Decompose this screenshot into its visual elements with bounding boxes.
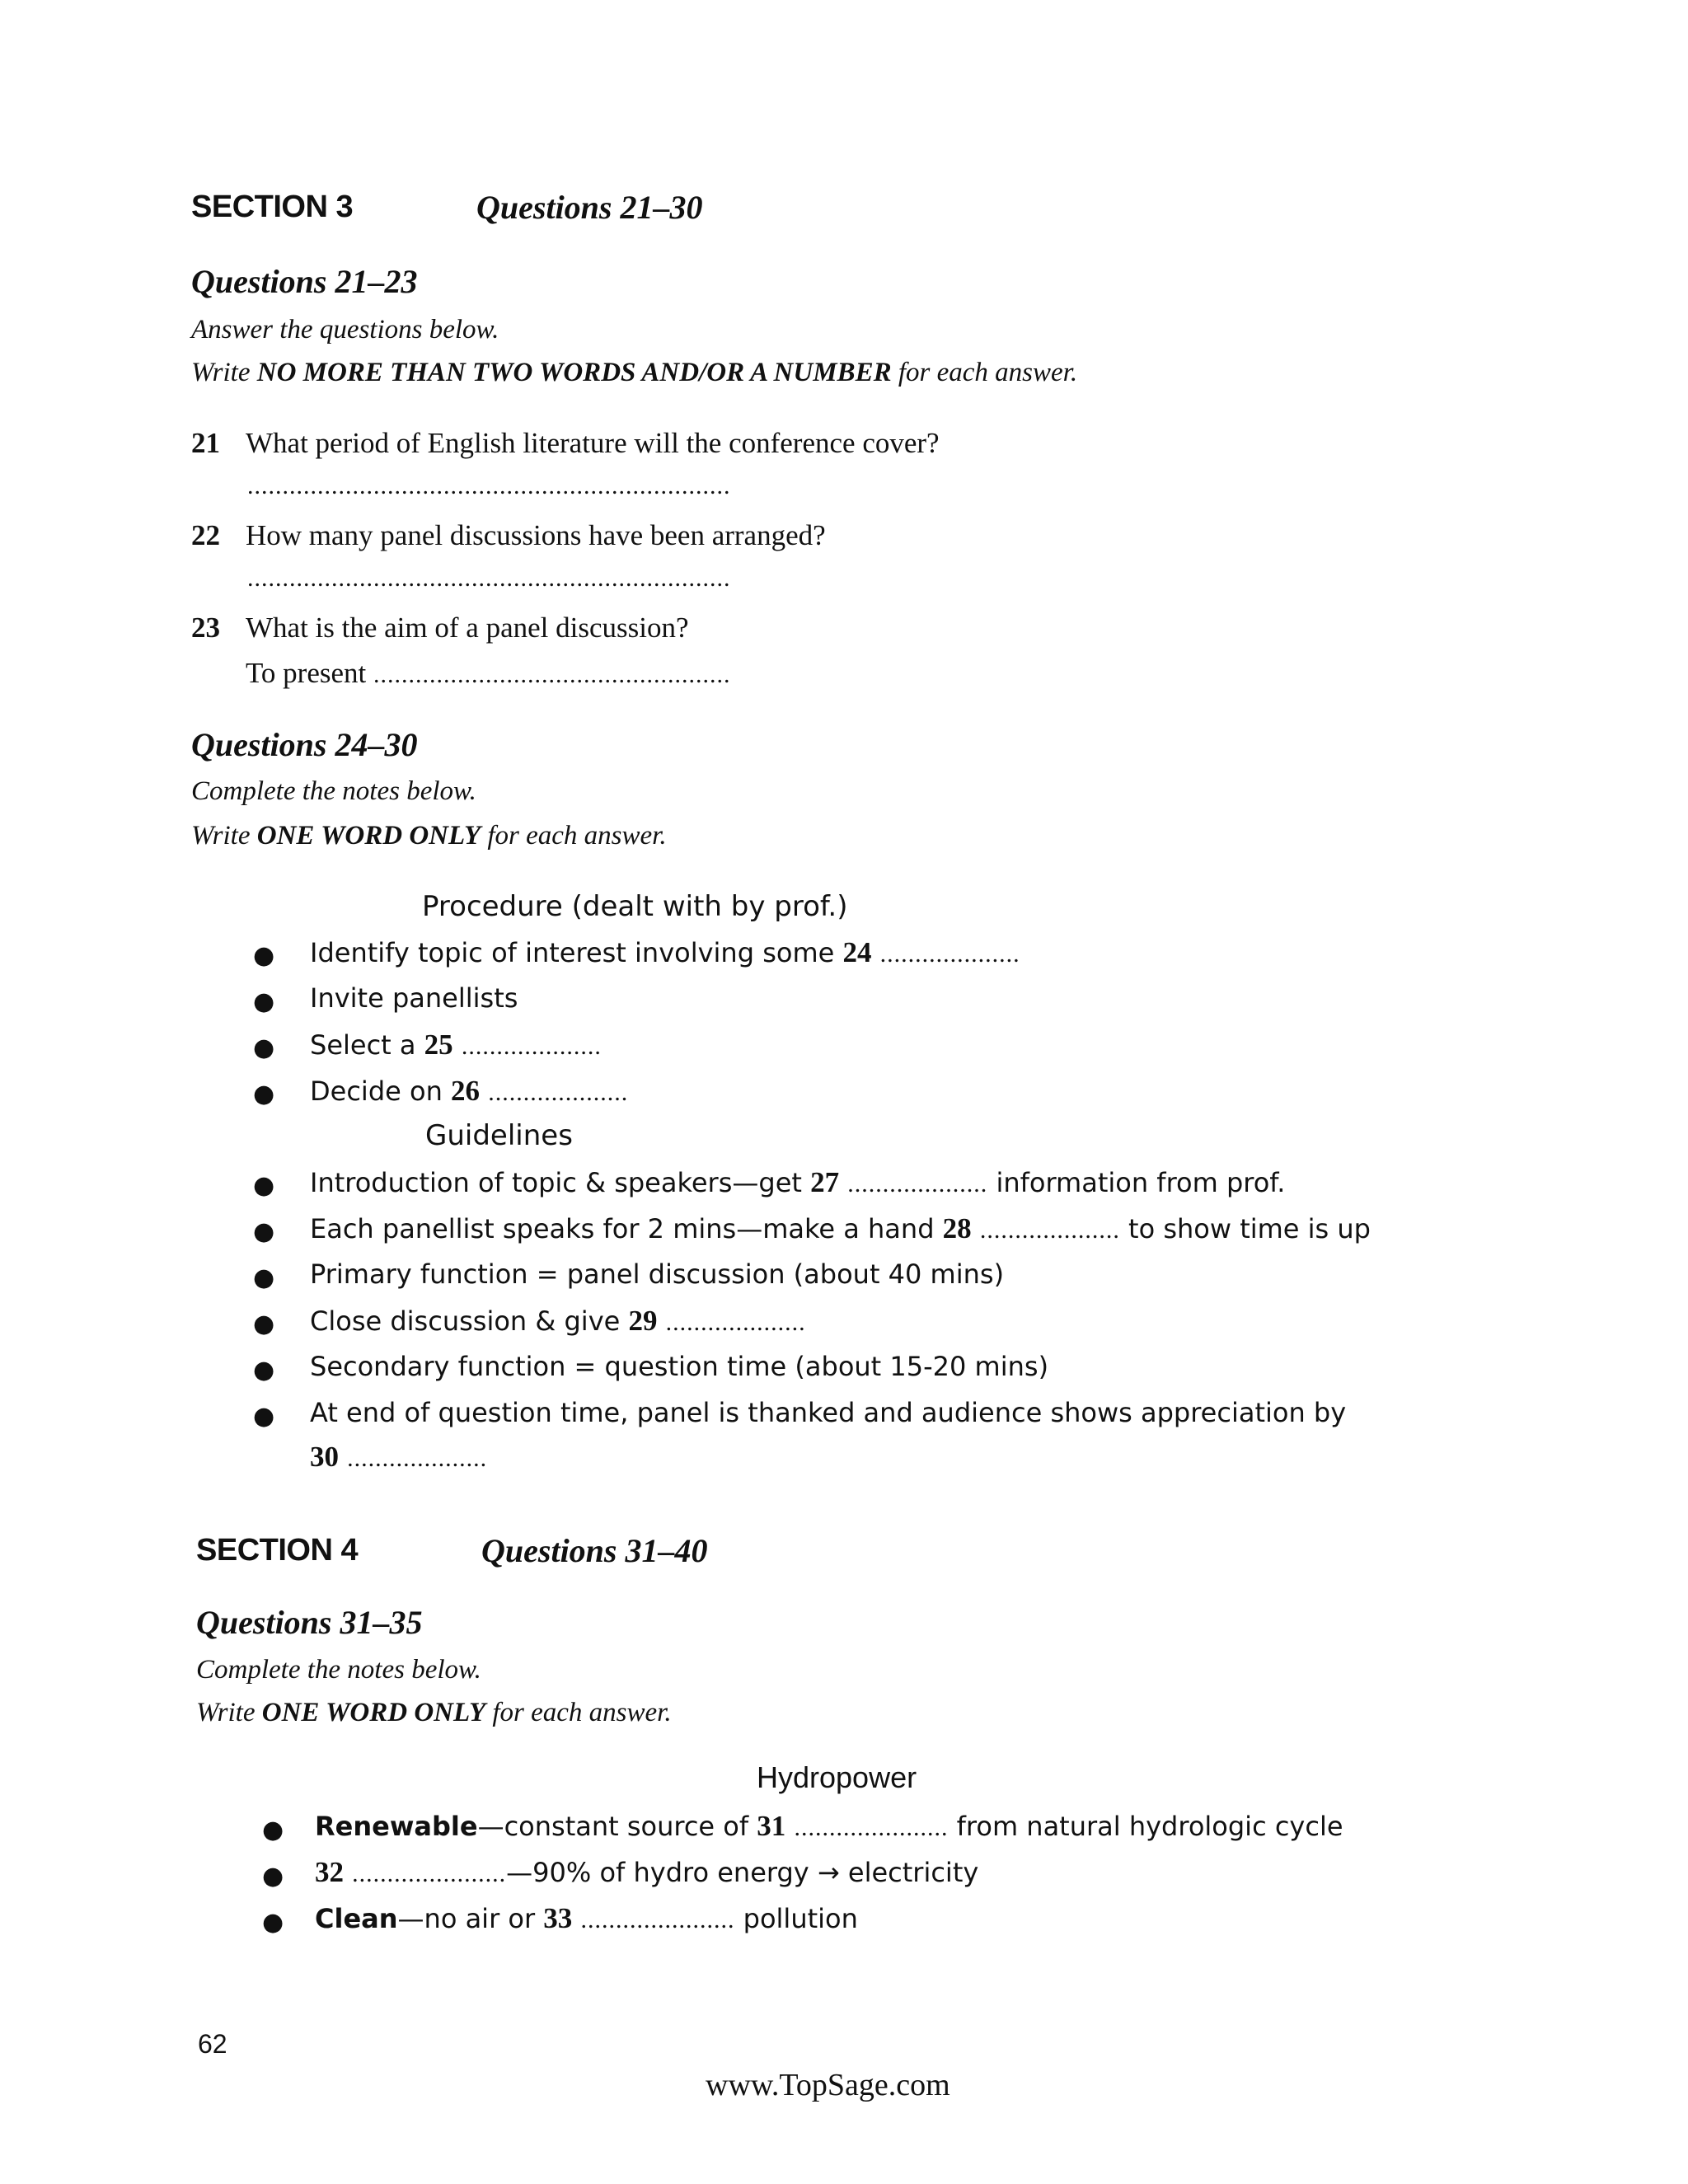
question-22-text: How many panel discussions have been arranged? — [246, 519, 826, 551]
section-3-questions: Questions 21–30 — [476, 189, 703, 226]
note-end-of-question-time: At end of question time, panel is thanked and audience shows appreciation by — [310, 1397, 1347, 1428]
note-24-answer-line[interactable]: .................... — [879, 940, 1020, 968]
note-29: Close discussion & give 29 .................... — [310, 1305, 806, 1337]
footer-url[interactable]: www.TopSage.com — [706, 2068, 950, 2102]
bullet-icon: ● — [253, 1402, 275, 1431]
bullet-icon: ● — [253, 1171, 275, 1200]
section-4-questions: Questions 31–40 — [481, 1532, 708, 1569]
group-21-23-instruction-2: Write NO MORE THAN TWO WORDS AND/OR A NUMBER for each answer. — [191, 358, 1078, 387]
guidelines-title: Guidelines — [425, 1119, 573, 1152]
note-primary-function: Primary function = panel discussion (about 40 mins) — [310, 1258, 1005, 1290]
section-3-label: SECTION 3 — [191, 190, 354, 224]
bullet-icon: ● — [253, 941, 275, 970]
note-25: Select a 25 .................... — [310, 1029, 602, 1061]
group-21-23-instruction-1: Answer the questions below. — [191, 315, 499, 344]
bullet-icon: ● — [253, 1356, 275, 1385]
note-30: 30 .................... — [310, 1441, 488, 1473]
page-number: 62 — [198, 2029, 227, 2059]
note-secondary-function: Secondary function = question time (about 15-20 mins) — [310, 1351, 1049, 1382]
question-23-text: What is the aim of a panel discussion? — [246, 612, 689, 644]
bullet-icon: ● — [253, 1033, 275, 1062]
group-21-23-heading: Questions 21–23 — [191, 263, 418, 300]
note-26: Decide on 26 .................... — [310, 1075, 629, 1107]
note-32: 32 ......................—90% of hydro energy → electricity — [315, 1856, 979, 1888]
question-23-answer-line[interactable]: ................................................... — [373, 661, 731, 688]
note-invite-panellists: Invite panellists — [310, 982, 518, 1014]
note-29-answer-line[interactable]: .................... — [665, 1309, 806, 1336]
section-4-label: SECTION 4 — [196, 1533, 359, 1568]
bullet-icon: ● — [253, 1217, 275, 1246]
group-24-30-heading: Questions 24–30 — [191, 726, 418, 763]
question-21-number: 21 — [191, 427, 220, 459]
note-30-answer-line[interactable]: .................... — [347, 1445, 488, 1472]
bullet-icon: ● — [253, 1310, 275, 1338]
bullet-icon: ● — [262, 1862, 284, 1891]
note-25-answer-line[interactable]: .................... — [461, 1033, 602, 1060]
group-31-35-instruction-2: Write ONE WORD ONLY for each answer. — [196, 1698, 672, 1727]
procedure-title: Procedure (dealt with by prof.) — [422, 890, 848, 923]
bullet-icon: ● — [262, 1908, 284, 1937]
note-26-answer-line[interactable]: .................... — [488, 1079, 629, 1106]
bullet-icon: ● — [253, 987, 275, 1016]
group-24-30-instruction-2: Write ONE WORD ONLY for each answer. — [191, 821, 667, 851]
note-27: Introduction of topic & speakers—get 27 .................... information from prof. — [310, 1166, 1286, 1198]
note-27-answer-line[interactable]: .................... — [847, 1170, 988, 1197]
note-31: Renewable—constant source of 31 ...................... from natural hydrologic cycle — [315, 1810, 1343, 1842]
note-33-answer-line[interactable]: ...................... — [580, 1906, 735, 1933]
group-31-35-heading: Questions 31–35 — [196, 1604, 423, 1641]
question-22-number: 22 — [191, 519, 220, 551]
question-21-text: What period of English literature will the conference cover? — [246, 427, 940, 459]
note-32-answer-line[interactable]: ...................... — [352, 1860, 507, 1887]
note-31-answer-line[interactable]: ...................... — [794, 1814, 949, 1841]
question-23-answer: To present ................................................... — [246, 657, 731, 689]
bullet-icon: ● — [262, 1816, 284, 1844]
group-24-30-instruction-1: Complete the notes below. — [191, 776, 476, 806]
note-24: Identify topic of interest involving some 24 .................... — [310, 936, 1020, 968]
bullet-icon: ● — [253, 1263, 275, 1292]
group-31-35-instruction-1: Complete the notes below. — [196, 1655, 481, 1685]
hydropower-title: Hydropower — [757, 1760, 917, 1794]
note-28: Each panellist speaks for 2 mins—make a hand 28 .................... to show time is up — [310, 1212, 1371, 1244]
note-28-answer-line[interactable]: .................... — [979, 1216, 1120, 1244]
question-23-number: 23 — [191, 612, 220, 644]
note-33: Clean—no air or 33 ...................... pollution — [315, 1902, 858, 1934]
question-22-answer-line[interactable]: ..................................................................... — [247, 565, 731, 592]
bullet-icon: ● — [253, 1080, 275, 1108]
question-21-answer-line[interactable]: ..................................................................... — [247, 472, 731, 499]
